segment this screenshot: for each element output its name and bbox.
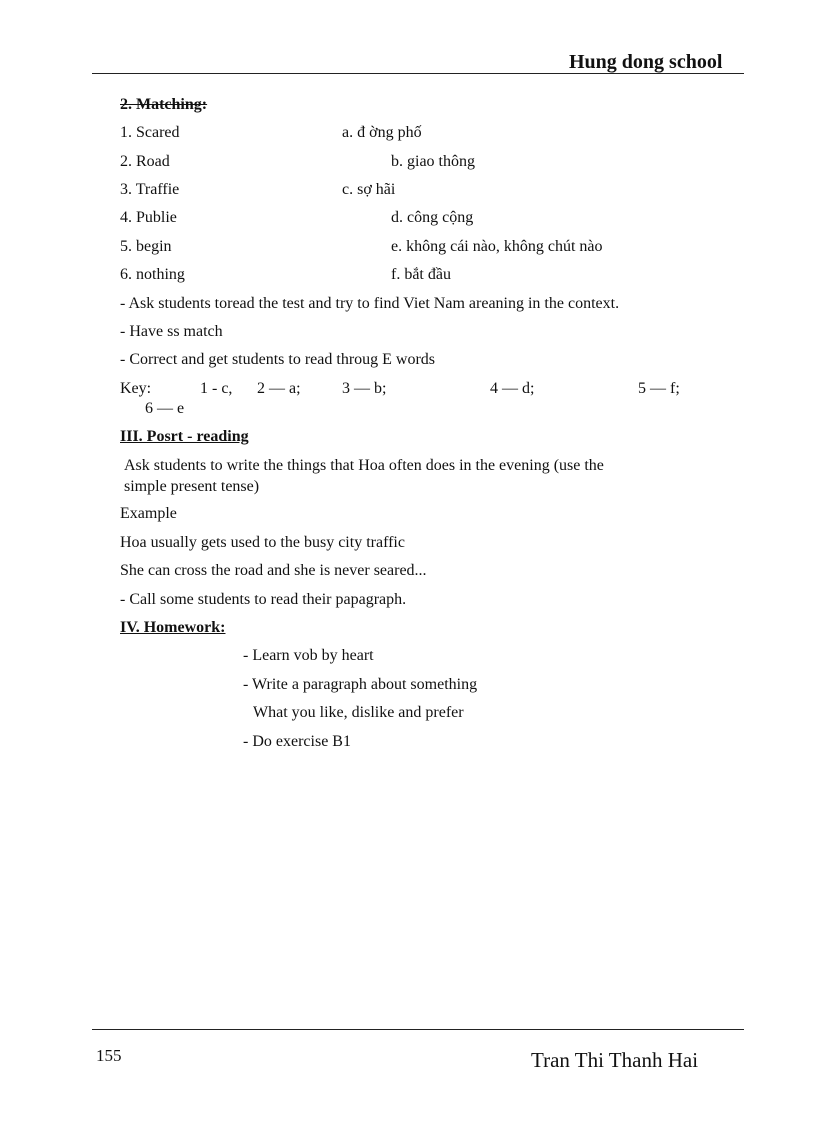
key-item-5: 5 — f; xyxy=(638,380,680,397)
header-rule xyxy=(92,73,744,74)
matching-right-6: f. bắt đầu xyxy=(391,266,451,283)
matching-left-4: 4. Publie xyxy=(120,209,177,226)
matching-title: 2. Matching: xyxy=(120,96,208,113)
header-school-name: Hung dong school xyxy=(569,51,723,73)
homework-item-3: What you like, dislike and prefer xyxy=(253,704,464,721)
instruction-line-3: - Correct and get students to read throug E words xyxy=(120,351,436,368)
key-item-4: 4 — d; xyxy=(490,380,535,397)
matching-left-3: 3. Traffie xyxy=(120,181,180,198)
instruction-line-2: - Have ss match xyxy=(120,323,223,340)
example-line-2: She can cross the road and she is never seared... xyxy=(120,562,427,579)
page-number: 155 xyxy=(96,1046,122,1065)
key-item-6: 6 — e xyxy=(145,400,185,417)
matching-left-6: 6. nothing xyxy=(120,266,185,283)
homework-item-4: - Do exercise B1 xyxy=(243,733,351,750)
matching-left-2: 2. Road xyxy=(120,153,170,170)
key-label: Key: xyxy=(120,380,152,397)
matching-left-5: 5. begin xyxy=(120,238,172,255)
example-line-3: - Call some students to read their papagraph. xyxy=(120,591,407,608)
homework-item-1: - Learn vob by heart xyxy=(243,647,374,664)
matching-right-3: c. sợ hãi xyxy=(342,181,396,198)
matching-right-5: e. không cái nào, không chút nào xyxy=(391,238,603,255)
post-reading-task-line-2: simple present tense) xyxy=(124,478,260,495)
homework-title: IV. Homework: xyxy=(120,619,226,636)
matching-right-2: b. giao thông xyxy=(391,153,475,170)
example-line-1: Hoa usually gets used to the busy city traffic xyxy=(120,534,405,551)
matching-left-1: 1. Scared xyxy=(120,124,180,141)
homework-item-2: - Write a paragraph about something xyxy=(243,676,478,693)
key-item-1: 1 - c, xyxy=(200,380,233,397)
post-reading-title: III. Posrt - reading xyxy=(120,428,249,445)
instruction-line-1: - Ask students toread the test and try to find Viet Nam areaning in the context. xyxy=(120,295,620,312)
example-label: Example xyxy=(120,505,177,522)
footer-rule xyxy=(92,1029,744,1030)
footer-author: Tran Thi Thanh Hai xyxy=(531,1048,699,1072)
matching-right-4: d. công cộng xyxy=(391,209,474,226)
post-reading-task-line-1: Ask students to write the things that Hoa often does in the evening (use the xyxy=(124,457,604,474)
key-item-3: 3 — b; xyxy=(342,380,387,397)
matching-right-1: a. đ ờng phố xyxy=(342,124,422,141)
key-item-2: 2 — a; xyxy=(257,380,301,397)
